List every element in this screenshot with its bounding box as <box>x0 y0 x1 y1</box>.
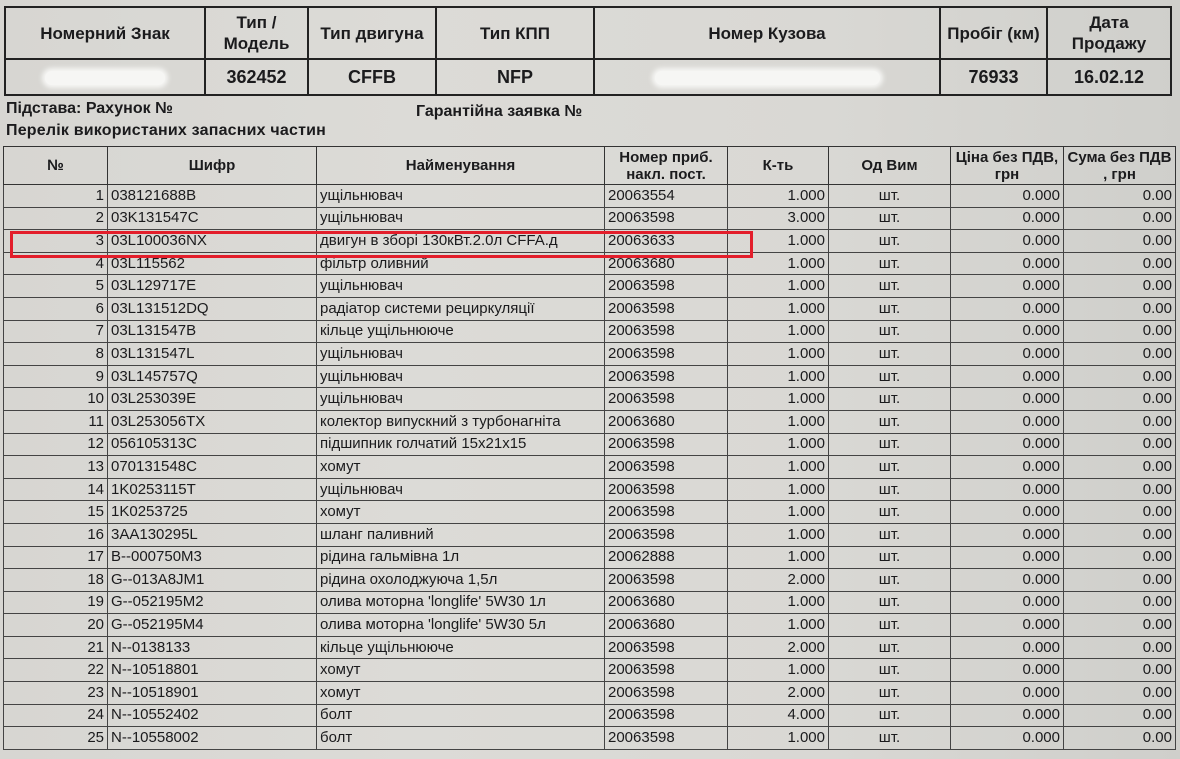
quantity: 1.000 <box>728 727 829 750</box>
row-number: 2 <box>4 207 108 230</box>
col-unit-header: Од Вим <box>829 147 951 185</box>
price: 0.000 <box>951 230 1064 253</box>
part-name: болт <box>317 704 605 727</box>
invoice-number: 20063680 <box>605 591 728 614</box>
invoice-number: 20063598 <box>605 523 728 546</box>
quantity: 2.000 <box>728 682 829 705</box>
sale-date-value: 16.02.12 <box>1047 59 1171 95</box>
row-number: 23 <box>4 682 108 705</box>
part-name: олива моторна 'longlife' 5W30 5л <box>317 614 605 637</box>
quantity: 1.000 <box>728 546 829 569</box>
sum: 0.00 <box>1064 252 1176 275</box>
part-name: ущільнювач <box>317 478 605 501</box>
part-code: 03L253039E <box>108 388 317 411</box>
sum: 0.00 <box>1064 185 1176 208</box>
table-row <box>4 727 1176 750</box>
row-number: 19 <box>4 591 108 614</box>
part-name: ущільнювач <box>317 365 605 388</box>
row-number: 5 <box>4 275 108 298</box>
table-row <box>4 343 1176 366</box>
invoice-number: 20063680 <box>605 252 728 275</box>
warranty-claim-label: Гарантійна заявка № <box>416 103 583 120</box>
part-code: N--0138133 <box>108 636 317 659</box>
plate-header: Номерний Знак <box>5 7 205 59</box>
price: 0.000 <box>951 682 1064 705</box>
row-number: 4 <box>4 252 108 275</box>
invoice-number: 20063598 <box>605 501 728 524</box>
model-header: Тип / Модель <box>205 7 308 59</box>
part-code: 03L131547L <box>108 343 317 366</box>
part-name: ущільнювач <box>317 343 605 366</box>
sum: 0.00 <box>1064 410 1176 433</box>
sum: 0.00 <box>1064 569 1176 592</box>
sum: 0.00 <box>1064 207 1176 230</box>
parts-table <box>3 146 1176 750</box>
table-row <box>4 523 1176 546</box>
part-name: двигун в зборі 130кВт.2.0л CFFA.д <box>317 230 605 253</box>
row-number: 22 <box>4 659 108 682</box>
sum: 0.00 <box>1064 365 1176 388</box>
part-name: ущільнювач <box>317 388 605 411</box>
price: 0.000 <box>951 410 1064 433</box>
table-row <box>4 591 1176 614</box>
quantity: 2.000 <box>728 569 829 592</box>
price: 0.000 <box>951 478 1064 501</box>
row-number: 17 <box>4 546 108 569</box>
part-name: шланг паливний <box>317 523 605 546</box>
table-row <box>4 297 1176 320</box>
table-row <box>4 320 1176 343</box>
sum: 0.00 <box>1064 230 1176 253</box>
invoice-number: 20063598 <box>605 456 728 479</box>
price: 0.000 <box>951 614 1064 637</box>
part-name: ущільнювач <box>317 207 605 230</box>
unit: шт. <box>829 185 951 208</box>
engine-type-value: CFFB <box>308 59 436 95</box>
part-name: хомут <box>317 501 605 524</box>
invoice-number: 20063598 <box>605 682 728 705</box>
part-code: 03L253056TX <box>108 410 317 433</box>
part-name: олива моторна 'longlife' 5W30 1л <box>317 591 605 614</box>
table-row <box>4 433 1176 456</box>
part-name: рідина охолоджуюча 1,5л <box>317 569 605 592</box>
sum: 0.00 <box>1064 297 1176 320</box>
table-row <box>4 682 1176 705</box>
row-number: 16 <box>4 523 108 546</box>
gearbox-header: Тип КПП <box>436 7 594 59</box>
part-name: кільце ущільнююче <box>317 320 605 343</box>
quantity: 1.000 <box>728 365 829 388</box>
col-number-header: № <box>4 147 108 185</box>
unit: шт. <box>829 727 951 750</box>
invoice-number: 20063598 <box>605 569 728 592</box>
quantity: 1.000 <box>728 501 829 524</box>
col-sum-header: Сума без ПДВ , грн <box>1064 147 1176 185</box>
quantity: 1.000 <box>728 410 829 433</box>
part-code: 03L131512DQ <box>108 297 317 320</box>
part-name: фільтр оливний <box>317 252 605 275</box>
part-name: кільце ущільнююче <box>317 636 605 659</box>
quantity: 1.000 <box>728 523 829 546</box>
sum: 0.00 <box>1064 659 1176 682</box>
part-code: 3AA130295L <box>108 523 317 546</box>
sum: 0.00 <box>1064 275 1176 298</box>
sum: 0.00 <box>1064 456 1176 479</box>
parts-list-title: Перелік використаних запасних частин <box>6 122 327 139</box>
unit: шт. <box>829 275 951 298</box>
model-value: 362452 <box>205 59 308 95</box>
row-number: 12 <box>4 433 108 456</box>
price: 0.000 <box>951 523 1064 546</box>
sum: 0.00 <box>1064 523 1176 546</box>
invoice-number: 20063554 <box>605 185 728 208</box>
col-price-header: Ціна без ПДВ, грн <box>951 147 1064 185</box>
row-number: 3 <box>4 230 108 253</box>
vehicle-header-row <box>5 7 1171 59</box>
price: 0.000 <box>951 207 1064 230</box>
quantity: 1.000 <box>728 297 829 320</box>
quantity: 1.000 <box>728 343 829 366</box>
unit: шт. <box>829 297 951 320</box>
plate-value <box>5 59 205 95</box>
part-code: B--000750M3 <box>108 546 317 569</box>
part-code: 03L145757Q <box>108 365 317 388</box>
row-number: 24 <box>4 704 108 727</box>
sum: 0.00 <box>1064 433 1176 456</box>
table-row <box>4 546 1176 569</box>
table-row <box>4 456 1176 479</box>
col-name-header: Найменування <box>317 147 605 185</box>
quantity: 1.000 <box>728 388 829 411</box>
vehicle-value-row <box>5 59 1171 95</box>
invoice-number: 20063598 <box>605 704 728 727</box>
unit: шт. <box>829 636 951 659</box>
invoice-number: 20063598 <box>605 320 728 343</box>
table-row <box>4 230 1176 253</box>
unit: шт. <box>829 501 951 524</box>
part-code: 03K131547C <box>108 207 317 230</box>
quantity: 1.000 <box>728 659 829 682</box>
price: 0.000 <box>951 546 1064 569</box>
invoice-number: 20063680 <box>605 614 728 637</box>
sum: 0.00 <box>1064 591 1176 614</box>
row-number: 25 <box>4 727 108 750</box>
quantity: 1.000 <box>728 275 829 298</box>
unit: шт. <box>829 569 951 592</box>
quantity: 1.000 <box>728 478 829 501</box>
sum: 0.00 <box>1064 388 1176 411</box>
sum: 0.00 <box>1064 320 1176 343</box>
part-code: N--10552402 <box>108 704 317 727</box>
table-row <box>4 614 1176 637</box>
table-row <box>4 478 1176 501</box>
table-row <box>4 365 1176 388</box>
quantity: 1.000 <box>728 591 829 614</box>
unit: шт. <box>829 433 951 456</box>
row-number: 13 <box>4 456 108 479</box>
row-number: 15 <box>4 501 108 524</box>
part-code: 1K0253725 <box>108 501 317 524</box>
invoice-number: 20063598 <box>605 727 728 750</box>
price: 0.000 <box>951 456 1064 479</box>
sale-date-header: Дата Продажу <box>1047 7 1171 59</box>
part-code: G--052195M4 <box>108 614 317 637</box>
col-qty-header: К-ть <box>728 147 829 185</box>
unit: шт. <box>829 388 951 411</box>
unit: шт. <box>829 614 951 637</box>
unit: шт. <box>829 207 951 230</box>
price: 0.000 <box>951 252 1064 275</box>
invoice-number: 20063598 <box>605 207 728 230</box>
vehicle-info-table <box>4 6 1172 96</box>
row-number: 6 <box>4 297 108 320</box>
quantity: 1.000 <box>728 614 829 637</box>
table-row <box>4 569 1176 592</box>
table-row <box>4 659 1176 682</box>
unit: шт. <box>829 659 951 682</box>
price: 0.000 <box>951 433 1064 456</box>
part-code: G--013A8JM1 <box>108 569 317 592</box>
sum: 0.00 <box>1064 682 1176 705</box>
part-code: 070131548C <box>108 456 317 479</box>
quantity: 1.000 <box>728 185 829 208</box>
price: 0.000 <box>951 185 1064 208</box>
sum: 0.00 <box>1064 614 1176 637</box>
invoice-number: 20063598 <box>605 478 728 501</box>
col-invoice-header: Номер приб. накл. пост. <box>605 147 728 185</box>
part-name: хомут <box>317 659 605 682</box>
table-row <box>4 501 1176 524</box>
table-row <box>4 275 1176 298</box>
part-name: ущільнювач <box>317 275 605 298</box>
table-row <box>4 704 1176 727</box>
invoice-number: 20063598 <box>605 365 728 388</box>
unit: шт. <box>829 410 951 433</box>
parts-header-row <box>4 147 1176 185</box>
price: 0.000 <box>951 275 1064 298</box>
invoice-number: 20063598 <box>605 343 728 366</box>
part-name: хомут <box>317 682 605 705</box>
part-code: N--10518801 <box>108 659 317 682</box>
price: 0.000 <box>951 704 1064 727</box>
unit: шт. <box>829 343 951 366</box>
part-code: 03L115562 <box>108 252 317 275</box>
quantity: 3.000 <box>728 207 829 230</box>
row-number: 21 <box>4 636 108 659</box>
basis-label: Підстава: Рахунок № <box>6 100 173 117</box>
row-number: 20 <box>4 614 108 637</box>
part-name: ущільнювач <box>317 185 605 208</box>
sum: 0.00 <box>1064 546 1176 569</box>
invoice-number: 20062888 <box>605 546 728 569</box>
part-name: підшипник голчатий 15x21x15 <box>317 433 605 456</box>
invoice-number: 20063598 <box>605 275 728 298</box>
quantity: 1.000 <box>728 320 829 343</box>
sum: 0.00 <box>1064 636 1176 659</box>
engine-type-header: Тип двигуна <box>308 7 436 59</box>
invoice-number: 20063633 <box>605 230 728 253</box>
row-number: 10 <box>4 388 108 411</box>
row-number: 14 <box>4 478 108 501</box>
quantity: 1.000 <box>728 456 829 479</box>
part-code: 056105313C <box>108 433 317 456</box>
row-number: 7 <box>4 320 108 343</box>
invoice-number: 20063598 <box>605 659 728 682</box>
mileage-value: 76933 <box>940 59 1047 95</box>
quantity: 1.000 <box>728 252 829 275</box>
row-number: 9 <box>4 365 108 388</box>
table-row <box>4 636 1176 659</box>
part-code: 03L129717E <box>108 275 317 298</box>
sum: 0.00 <box>1064 478 1176 501</box>
vin-redaction <box>655 71 880 85</box>
unit: шт. <box>829 478 951 501</box>
invoice-number: 20063598 <box>605 636 728 659</box>
part-name: радіатор системи рециркуляції <box>317 297 605 320</box>
part-code: 03L131547B <box>108 320 317 343</box>
invoice-number: 20063598 <box>605 388 728 411</box>
row-number: 18 <box>4 569 108 592</box>
row-number: 8 <box>4 343 108 366</box>
sum: 0.00 <box>1064 704 1176 727</box>
sum: 0.00 <box>1064 501 1176 524</box>
quantity: 2.000 <box>728 636 829 659</box>
part-code: N--10558002 <box>108 727 317 750</box>
sum: 0.00 <box>1064 727 1176 750</box>
price: 0.000 <box>951 636 1064 659</box>
vin-value <box>594 59 940 95</box>
table-row <box>4 207 1176 230</box>
unit: шт. <box>829 320 951 343</box>
table-row <box>4 410 1176 433</box>
price: 0.000 <box>951 388 1064 411</box>
price: 0.000 <box>951 343 1064 366</box>
invoice-number: 20063680 <box>605 410 728 433</box>
table-row <box>4 185 1176 208</box>
part-name: колектор випускний з турбонагніта <box>317 410 605 433</box>
row-number: 11 <box>4 410 108 433</box>
price: 0.000 <box>951 727 1064 750</box>
sum: 0.00 <box>1064 343 1176 366</box>
part-name: болт <box>317 727 605 750</box>
quantity: 4.000 <box>728 704 829 727</box>
quantity: 1.000 <box>728 230 829 253</box>
price: 0.000 <box>951 320 1064 343</box>
part-name: хомут <box>317 456 605 479</box>
part-name: рідина гальмівна 1л <box>317 546 605 569</box>
unit: шт. <box>829 230 951 253</box>
invoice-number: 20063598 <box>605 297 728 320</box>
unit: шт. <box>829 365 951 388</box>
vin-header: Номер Кузова <box>594 7 940 59</box>
unit: шт. <box>829 704 951 727</box>
unit: шт. <box>829 456 951 479</box>
price: 0.000 <box>951 569 1064 592</box>
row-number: 1 <box>4 185 108 208</box>
price: 0.000 <box>951 659 1064 682</box>
price: 0.000 <box>951 591 1064 614</box>
mileage-header: Пробіг (км) <box>940 7 1047 59</box>
part-code: 1K0253115T <box>108 478 317 501</box>
quantity: 1.000 <box>728 433 829 456</box>
plate-redaction <box>45 71 165 85</box>
part-code: 03L100036NX <box>108 230 317 253</box>
parts-table-body <box>4 185 1176 750</box>
part-code: N--10518901 <box>108 682 317 705</box>
unit: шт. <box>829 591 951 614</box>
price: 0.000 <box>951 501 1064 524</box>
price: 0.000 <box>951 297 1064 320</box>
table-row <box>4 388 1176 411</box>
part-code: 038121688B <box>108 185 317 208</box>
table-row <box>4 252 1176 275</box>
unit: шт. <box>829 546 951 569</box>
gearbox-value: NFP <box>436 59 594 95</box>
unit: шт. <box>829 252 951 275</box>
invoice-number: 20063598 <box>605 433 728 456</box>
part-code: G--052195M2 <box>108 591 317 614</box>
col-code-header: Шифр <box>108 147 317 185</box>
unit: шт. <box>829 523 951 546</box>
unit: шт. <box>829 682 951 705</box>
price: 0.000 <box>951 365 1064 388</box>
